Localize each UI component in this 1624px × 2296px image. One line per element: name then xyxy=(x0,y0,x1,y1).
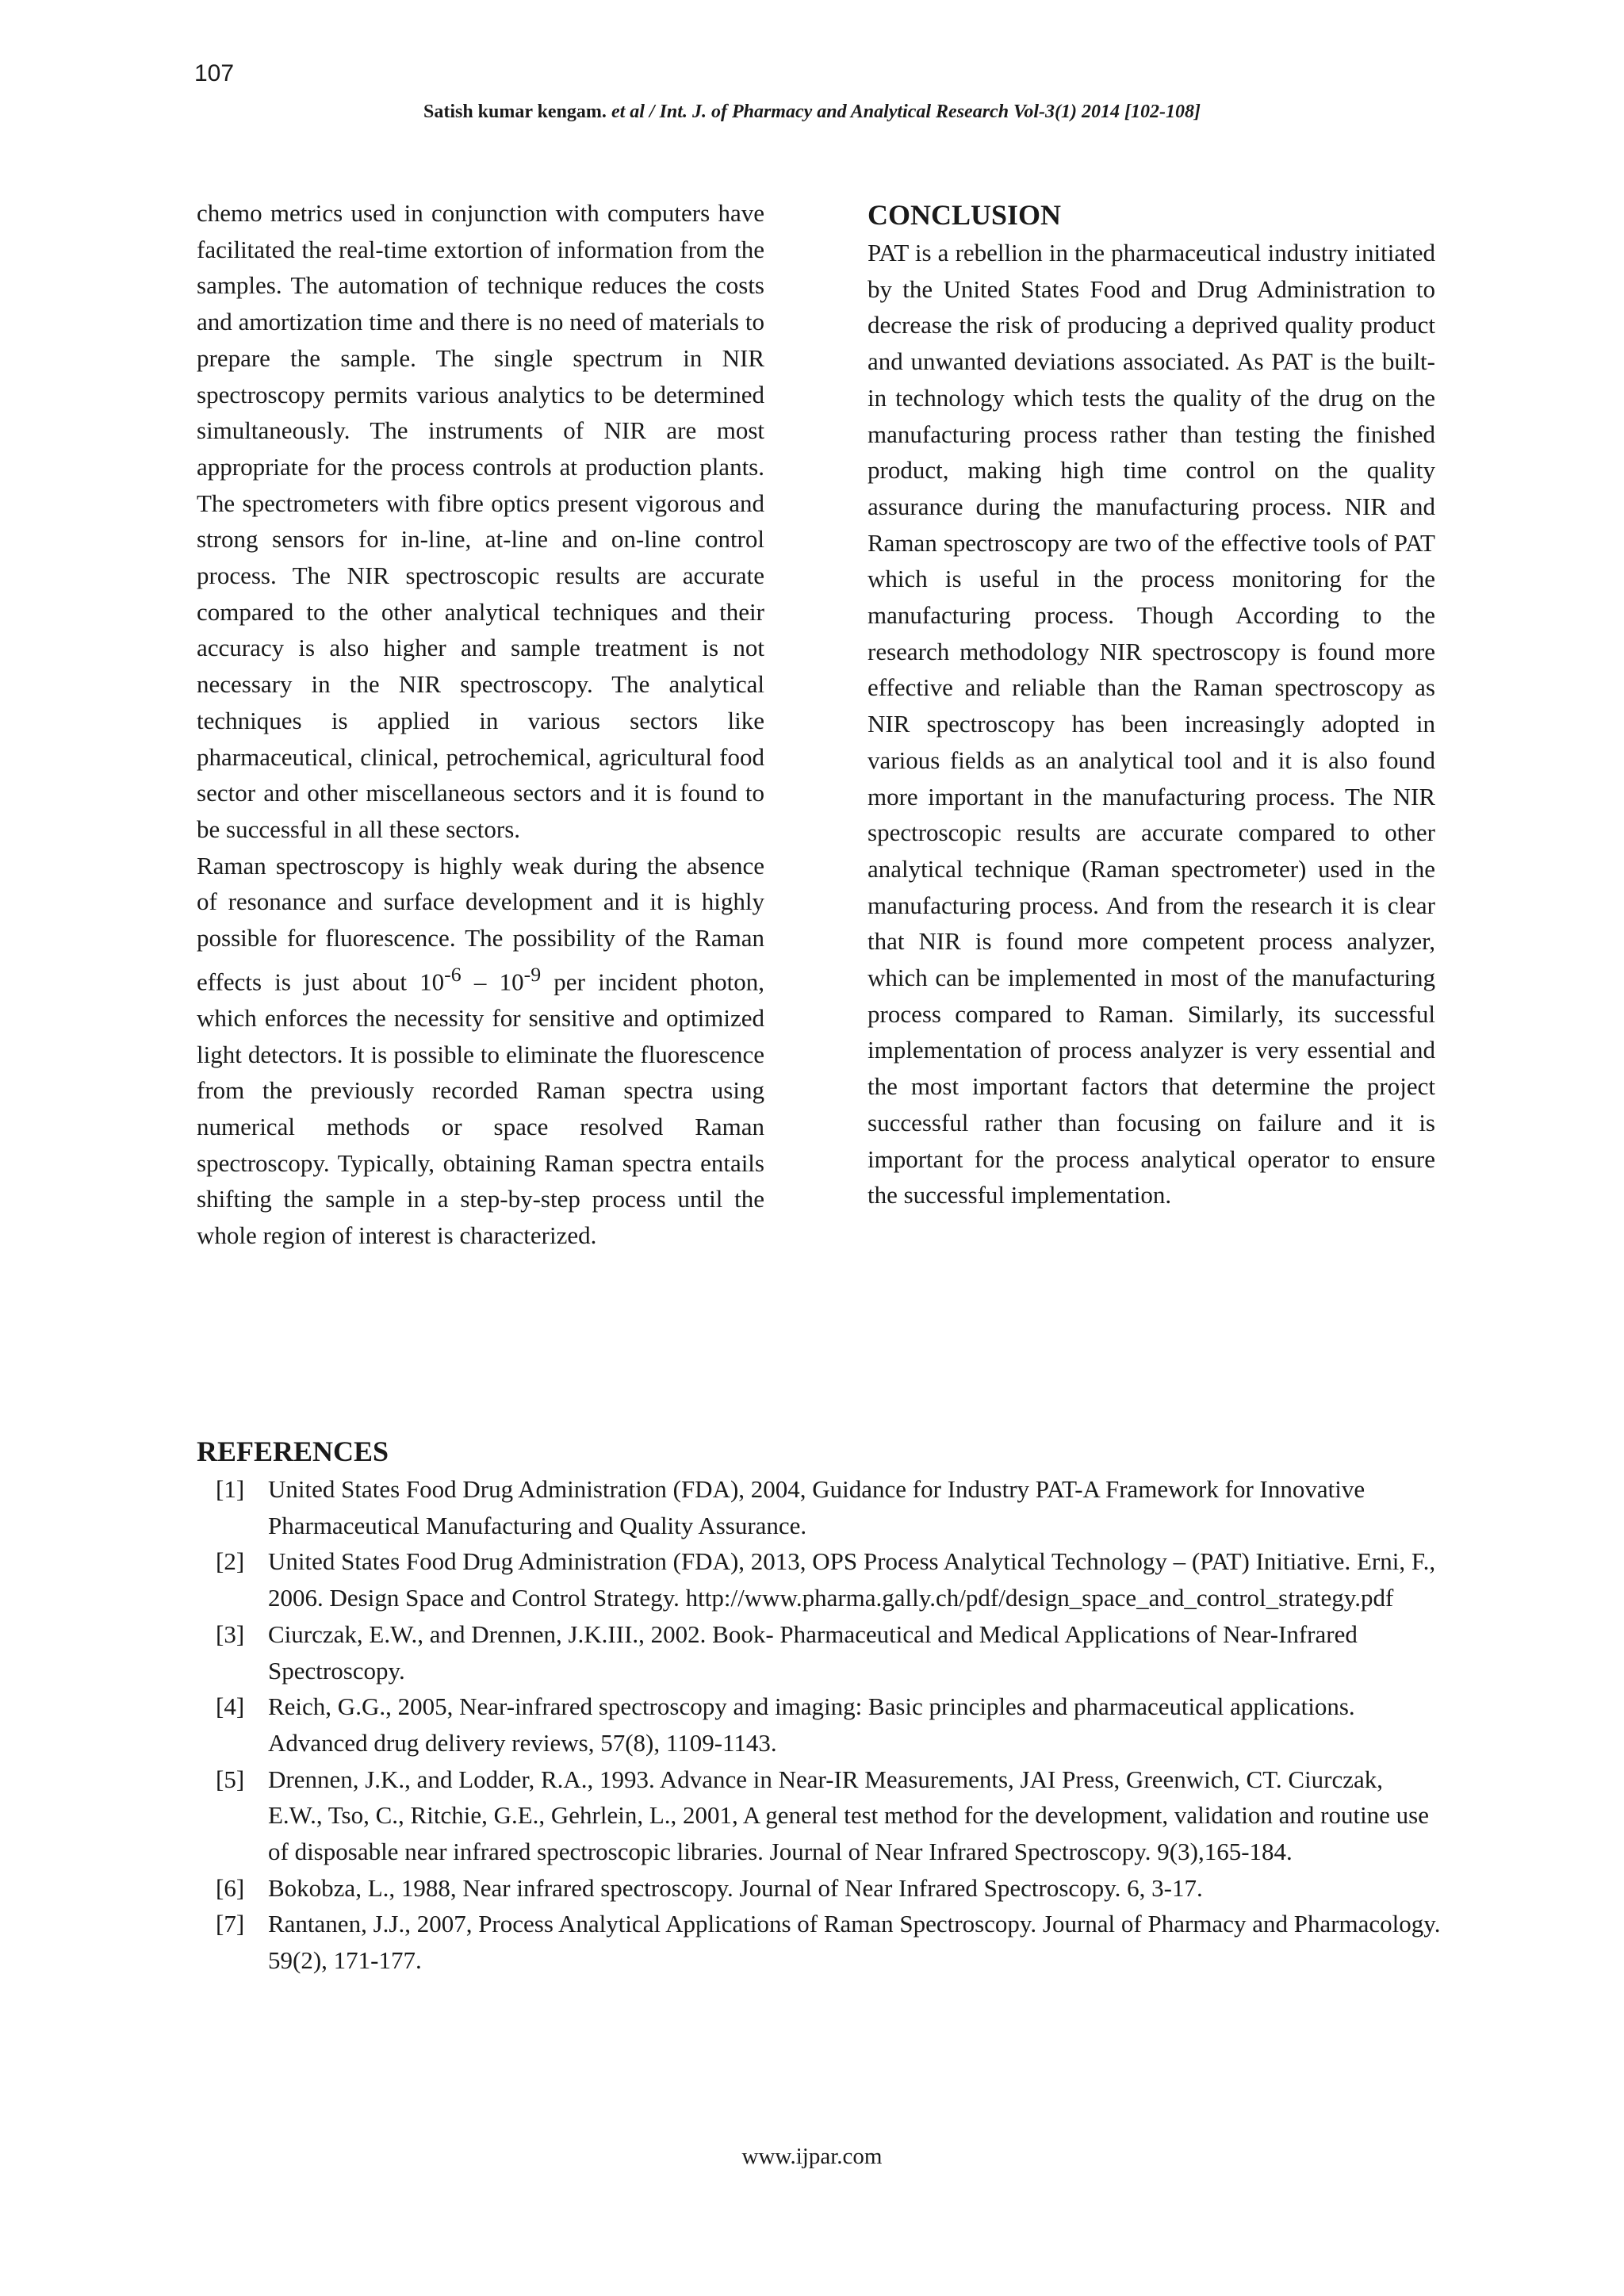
reference-number: [1] xyxy=(216,1475,245,1503)
left-column xyxy=(197,195,764,1254)
reference-number: [2] xyxy=(216,1547,245,1576)
reference-text: United States Food Drug Administration (FDA), 2004, Guidance for Industry PAT-A Framework for Innovative Pharmaceutical Manufacturing and Quality Assurance. xyxy=(268,1475,1365,1539)
reference-item xyxy=(197,1471,1442,1543)
reference-number: [4] xyxy=(216,1692,245,1721)
reference-number: [5] xyxy=(216,1765,245,1793)
running-header xyxy=(0,102,1624,123)
reference-list xyxy=(197,1471,1442,1979)
reference-text: Ciurczak, E.W., and Drennen, J.K.III., 2002. Book- Pharmaceutical and Medical Applications of Near-Infrared Spectroscopy. xyxy=(268,1619,1358,1685)
reference-number: [3] xyxy=(216,1619,245,1648)
reference-text: Reich, G.G., 2005, Near-infrared spectroscopy and imaging: Basic principles and pharmaceutical applications. Advanced drug delivery reviews, 57(8), 1109-1143. xyxy=(268,1692,1355,1757)
reference-item xyxy=(197,1543,1442,1616)
superscript-exponent: -6 xyxy=(444,962,462,986)
reference-item xyxy=(197,1906,1442,1978)
references-heading: REFERENCES xyxy=(197,1435,389,1467)
header-authors: Satish kumar kengam. xyxy=(423,102,607,122)
body-paragraph-nir: chemo metrics used in conjunction with computers have facilitated the real-time extortion of information from the samples. The automation of technique reduces the costs and amortization time and there is no need of materials to prepare the sample. The single spectrum in NIR spectroscopy permits various analytics to be determined simultaneously. The instruments of NIR are most appropriate for the process controls at production plants. The spectrometers with fibre optics present vigorous and strong sensors for in-line, at-line and on-line control process. The NIR spectroscopic results are accurate compared to the other analytical techniques and their accuracy is also higher and sample treatment is not necessary in the NIR spectroscopy. The analytical techniques is applied in various sectors like pharmaceutical, clinical, petrochemical, agricultural food sector and other miscellaneous sectors and it is found to be successful in all these sectors. xyxy=(197,199,764,843)
header-citation: et al / Int. J. of Pharmacy and Analytical Research Vol-3(1) 2014 [102-108] xyxy=(606,102,1201,122)
superscript-exponent: -9 xyxy=(523,962,542,986)
reference-text: Drennen, J.K., and Lodder, R.A., 1993. Advance in Near-IR Measurements, JAI Press, Greenwich, CT. Ciurczak, E.W., Tso, C., Ritchie, G.E., Gehrlein, L., 2001, A general test method for the development, validation and routine use of disposable near infrared spectroscopic libraries. Journal of Near Infrared Spectroscopy. 9(3),165-184. xyxy=(268,1765,1430,1866)
page-number: 107 xyxy=(194,60,235,86)
reference-number: [7] xyxy=(216,1910,245,1938)
reference-item xyxy=(197,1616,1442,1688)
reference-number: [6] xyxy=(216,1873,245,1902)
conclusion-paragraph: PAT is a rebellion in the pharmaceutical industry initiated by the United States Food and Drug Administration to decrease the risk of producing a deprived quality product and unwanted deviations associated. As PAT is the built-in technology which tests the quality of the drug on the manufacturing process rather than testing the finished product, making high time control on the quality assurance during the manufacturing process. NIR and Raman spectroscopy are two of the effective tools of PAT which is useful in the process monitoring for the manufacturing process. Though According to the research methodology NIR spectroscopy is found more effective and reliable than the Raman spectroscopy as NIR spectroscopy has been increasingly adopted in various fields as an analytical tool and it is also found more important in the manufacturing process. The NIR spectroscopic results are accurate compared to other analytical technique (Raman spectrometer) used in the manufacturing process. And from the research it is clear that NIR is found more competent process analyzer, which can be implemented in most of the manufacturing process compared to Raman. Similarly, its successful implementation of process analyzer is very essential and the most important factors that determine the project successful rather than focusing on failure and it is important for the process analytical operator to ensure the successful implementation. xyxy=(868,239,1435,1209)
references-section xyxy=(197,1432,1442,1979)
reference-item xyxy=(197,1870,1442,1907)
conclusion-heading: CONCLUSION xyxy=(868,199,1062,231)
body-paragraph-raman: Raman spectroscopy is highly weak during the absence of resonance and surface development and it is highly possible for fluorescence. The possibility of the Raman effects is just about $10^{-6} - 10^{-9}$ per incident photon, which enforces the necessity for sensitive and optimized light detectors. It is possible to eliminate the fluorescence from the previously recorded Raman spectra using numerical methods or space resolved Raman spectroscopy. Typically, obtaining Raman spectra entails shifting the sample in a step-by-step process until the whole region of interest is characterized. xyxy=(197,851,765,1250)
reference-text: United States Food Drug Administration (FDA), 2013, OPS Process Analytical Technology – (PAT) Initiative. Erni, F., 2006. Design Space and Control Strategy. http://www.pharma.gally.ch/pdf/design_space_and_control_strategy.pdf xyxy=(268,1547,1436,1612)
reference-text: Rantanen, J.J., 2007, Process Analytical Applications of Raman Spectroscopy. Journal of Pharmacy and Pharmacology. 59(2), 171-177. xyxy=(268,1910,1441,1975)
right-column xyxy=(868,195,1435,1213)
reference-item xyxy=(197,1688,1442,1761)
reference-text: Bokobza, L., 1988, Near infrared spectroscopy. Journal of Near Infrared Spectroscopy. 6, 3-17. xyxy=(268,1873,1203,1902)
reference-item xyxy=(197,1761,1442,1870)
footer-url: www.ijpar.com xyxy=(741,2144,883,2169)
